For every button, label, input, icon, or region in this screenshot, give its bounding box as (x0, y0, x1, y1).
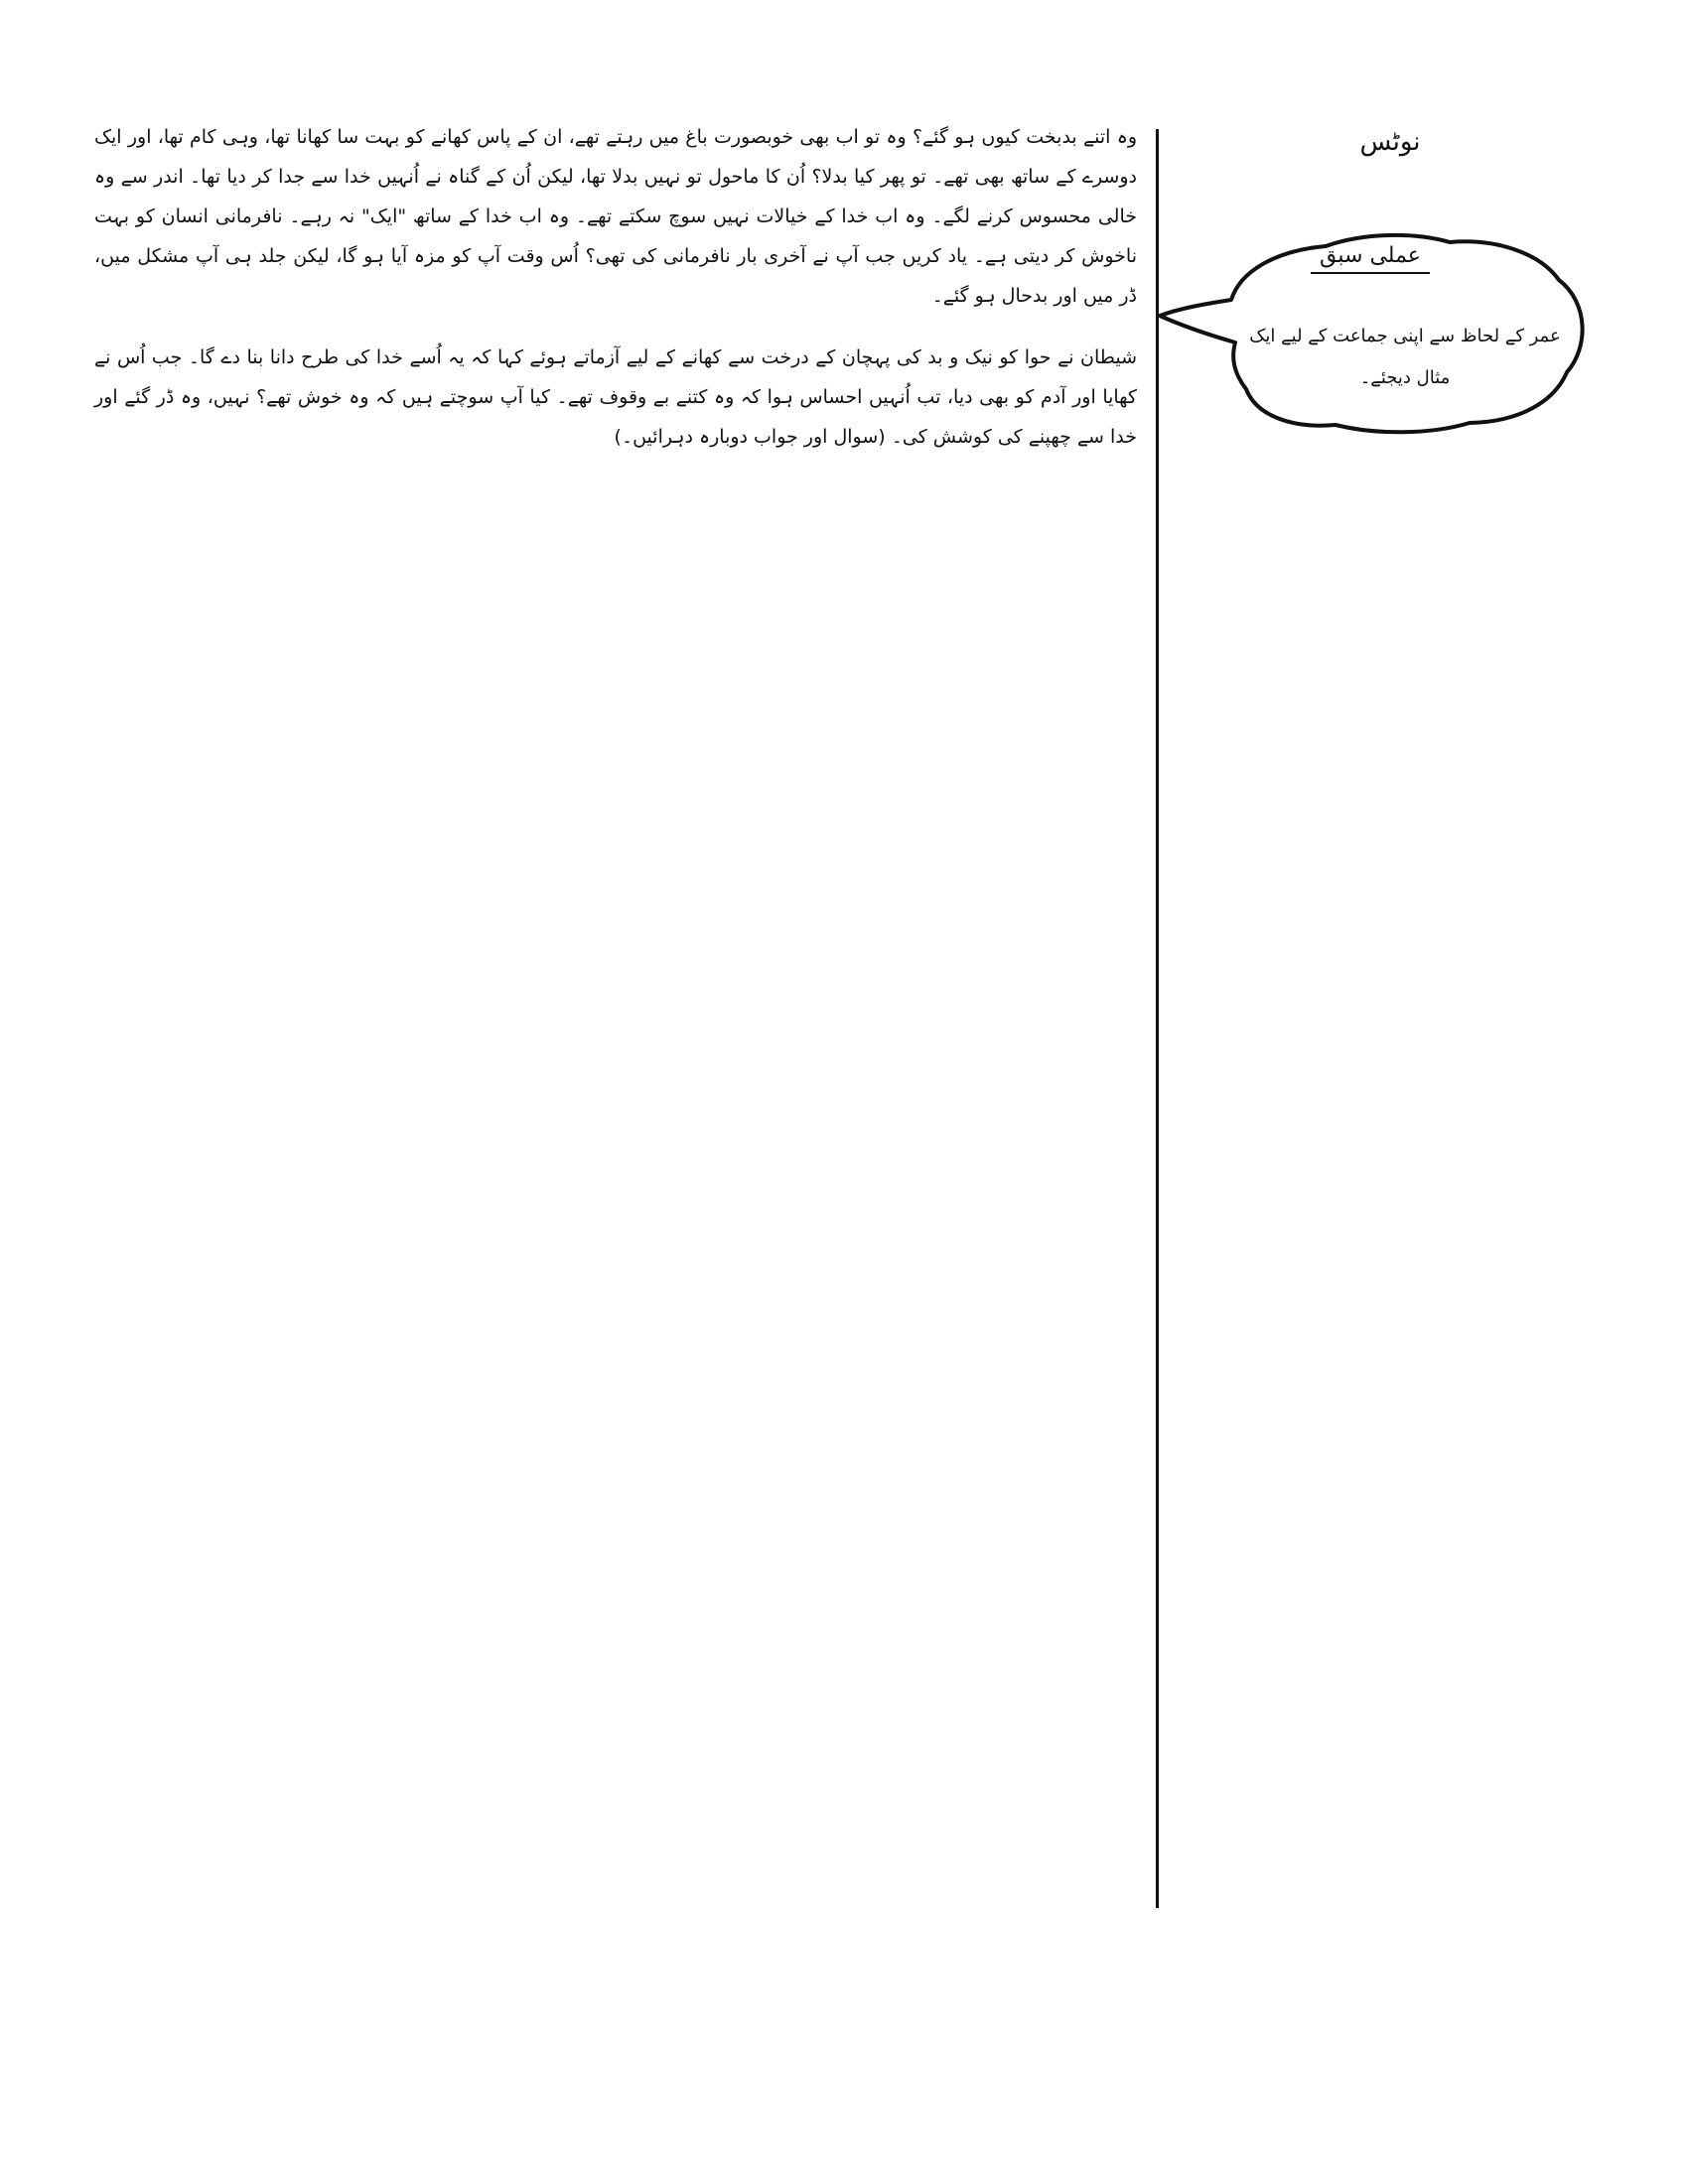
practical-lesson-text: عمر کے لحاظ سے اپنی جماعت کے لیے ایک مثال دیجئے۔ (1249, 326, 1561, 388)
paragraph: شیطان نے حوا کو نیک و بد کی پہچان کے درخت سے کھانے کے لیے آزماتے ہوئے کہا کہ یہ اُسے خدا کی طرح دانا بنا دے گا۔ جب اُس نے کھایا اور آدم کو بھی دیا، تب اُنہیں احساس ہوا کہ وہ کتنے بے وقوف تھے۔ کیا آپ سوچتے ہیں کہ وہ خوش تھے؟ نہیں، وہ ڈر گئے اور خدا سے چھپنے کی کوشش کی۔ (سوال اور جواب دوبارہ دہرائیں۔) (94, 346, 1137, 448)
main-text-column (94, 117, 1137, 478)
practical-lesson-title: عملی سبق (1311, 243, 1430, 274)
paragraph: وہ اتنے بدبخت کیوں ہو گئے؟ وہ تو اب بھی خوبصورت باغ میں رہتے تھے، ان کے پاس کھانے کو بہت سا کھانا تھا، وہی کام تھا، اور ایک دوسرے کے ساتھ بھی تھے۔ تو پھر کیا بدلا؟ اُن کا ماحول تو نہیں بدلا تھا، لیکن اُن کے گناہ نے اُنہیں خدا سے جدا کر دیا تھا۔ اندر سے وہ خالی محسوس کرنے لگے۔ وہ اب خدا کے خیالات نہیں سوچ سکتے تھے۔ وہ اب خدا کے ساتھ "ایک" نہ رہے۔ نافرمانی انسان کو بہت ناخوش کر دیتی ہے۔ یاد کریں جب آپ نے آخری بار نافرمانی کی تھی؟ اُس وقت آپ کو مزہ آیا ہو گا، لیکن جلد ہی آپ مشکل میں، ڈر میں اور بدحال ہو گئے۔ (94, 126, 1137, 307)
notes-heading: نوٹس (1359, 127, 1421, 157)
